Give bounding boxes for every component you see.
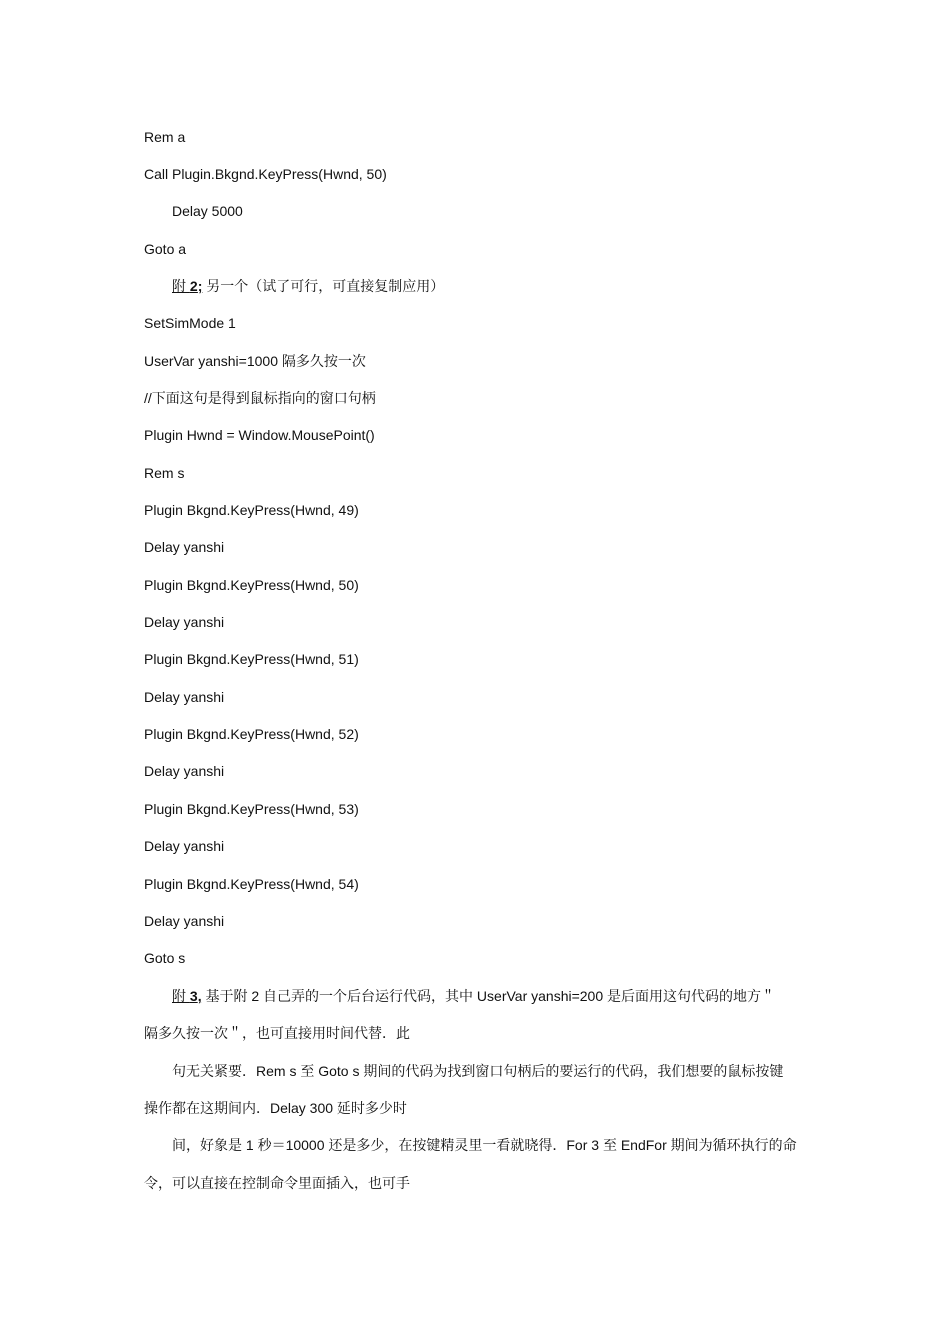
code-line: Plugin Hwnd = Window.MousePoint() [144, 427, 375, 443]
note-3-line: 令，可以直接在控制命令里面插入，也可手 [144, 1175, 410, 1191]
code-line: Plugin Bkgnd.KeyPress(Hwnd, 51) [144, 651, 359, 667]
note-3-paragraph [172, 987, 775, 1005]
note-3-line: 句无关紧要．Rem s 至 Goto s 期间的代码为找到窗口句柄后的要运行的代码，我们想要的鼠标按键 [172, 1063, 784, 1079]
note-2-label: 附 2; [172, 278, 203, 294]
code-comment-line: //下面这句是得到鼠标指向的窗口句柄 [144, 390, 376, 406]
note-3-text: 基于附 2 自己弄的一个后台运行代码，其中 UserVar yanshi=200 是后面用这句代码的地方＂ [201, 988, 776, 1004]
code-line: Goto a [144, 241, 187, 257]
note-3-line: 操作都在这期间内．Delay 300 延时多少时 [144, 1100, 407, 1116]
code-line: Delay yanshi [144, 838, 225, 854]
code-line: Plugin Bkgnd.KeyPress(Hwnd, 50) [144, 577, 359, 593]
code-line: Delay yanshi [144, 913, 225, 929]
code-line: Rem s [144, 465, 185, 481]
code-line: Plugin Bkgnd.KeyPress(Hwnd, 49) [144, 502, 359, 518]
note-2-text: 另一个（试了可行，可直接复制应用） [202, 278, 445, 294]
code-line: SetSimMode 1 [144, 315, 236, 331]
note-3-line: 隔多久按一次＂，也可直接用时间代替．此 [144, 1025, 410, 1041]
code-line: UserVar yanshi=1000 隔多久按一次 [144, 353, 366, 369]
code-line: Rem a [144, 129, 186, 145]
code-line: Goto s [144, 950, 186, 966]
code-line: Delay yanshi [144, 614, 225, 630]
code-line: Call Plugin.Bkgnd.KeyPress(Hwnd, 50) [144, 166, 387, 182]
note-2-paragraph [172, 277, 444, 295]
code-line: Delay 5000 [172, 203, 243, 219]
code-line: Plugin Bkgnd.KeyPress(Hwnd, 54) [144, 876, 359, 892]
code-line: Delay yanshi [144, 539, 225, 555]
note-3-line: 间，好象是 1 秒＝10000 还是多少，在按键精灵里一看就晓得．For 3 至 EndFor 期间为循环执行的命 [172, 1137, 797, 1153]
code-line: Delay yanshi [144, 689, 225, 705]
code-line: Plugin Bkgnd.KeyPress(Hwnd, 53) [144, 801, 359, 817]
code-line: Plugin Bkgnd.KeyPress(Hwnd, 52) [144, 726, 359, 742]
code-line: Delay yanshi [144, 763, 225, 779]
note-3-label: 附 3, [172, 988, 202, 1004]
